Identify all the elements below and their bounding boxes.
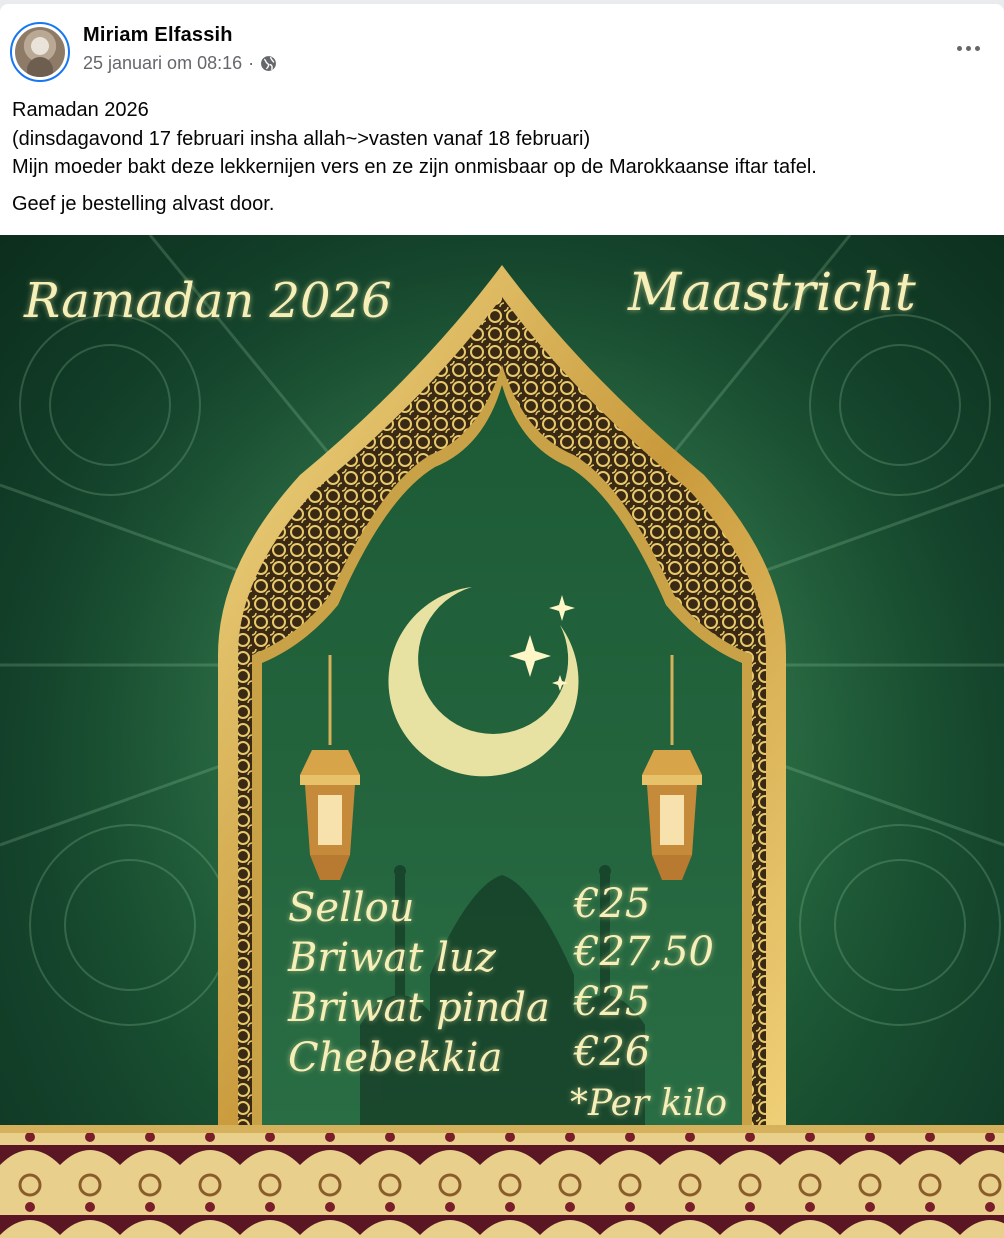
menu-item-name: Sellou bbox=[288, 885, 415, 931]
author-name[interactable]: Miriam Elfassih bbox=[83, 24, 233, 46]
meta-separator: · bbox=[248, 53, 255, 73]
flyer-note: *Per kilo bbox=[570, 1083, 728, 1124]
menu-item-price: €25 bbox=[574, 881, 651, 927]
menu-item-price: €27,50 bbox=[574, 929, 714, 975]
flyer-title-left: Ramadan 2026 bbox=[24, 273, 392, 329]
post-header bbox=[0, 4, 1004, 90]
facebook-post bbox=[0, 4, 1004, 1238]
globe-icon[interactable] bbox=[260, 55, 277, 72]
post-meta bbox=[83, 53, 277, 74]
post-timestamp[interactable]: 25 januari om 08:16 bbox=[83, 53, 243, 73]
menu-item-name: Briwat luz bbox=[288, 935, 496, 981]
post-text bbox=[12, 96, 992, 218]
menu-item-name: Briwat pinda bbox=[288, 985, 550, 1031]
avatar[interactable] bbox=[10, 22, 70, 82]
post-text-line: Ramadan 2026 bbox=[12, 99, 149, 121]
menu-item-price: €26 bbox=[574, 1029, 651, 1075]
more-dots-icon bbox=[957, 46, 962, 51]
post-image-flyer[interactable] bbox=[0, 235, 1004, 1238]
post-text-closing: Geef je bestelling alvast door. bbox=[12, 192, 275, 215]
menu-item-price: €25 bbox=[574, 979, 651, 1025]
flyer-title-right: Maastricht bbox=[628, 263, 916, 323]
more-options-button[interactable] bbox=[950, 34, 986, 62]
menu-item-name: Chebekkia bbox=[288, 1035, 503, 1081]
post-text-line: (dinsdagavond 17 februari insha allah~>vasten vanaf 18 februari) bbox=[12, 127, 591, 150]
avatar-image bbox=[15, 27, 65, 77]
flyer-artwork bbox=[0, 235, 1004, 1238]
post-text-line: Mijn moeder bakt deze lekkernijen vers en ze zijn onmisbaar op de Marokkaanse iftar tafel. bbox=[12, 156, 817, 178]
